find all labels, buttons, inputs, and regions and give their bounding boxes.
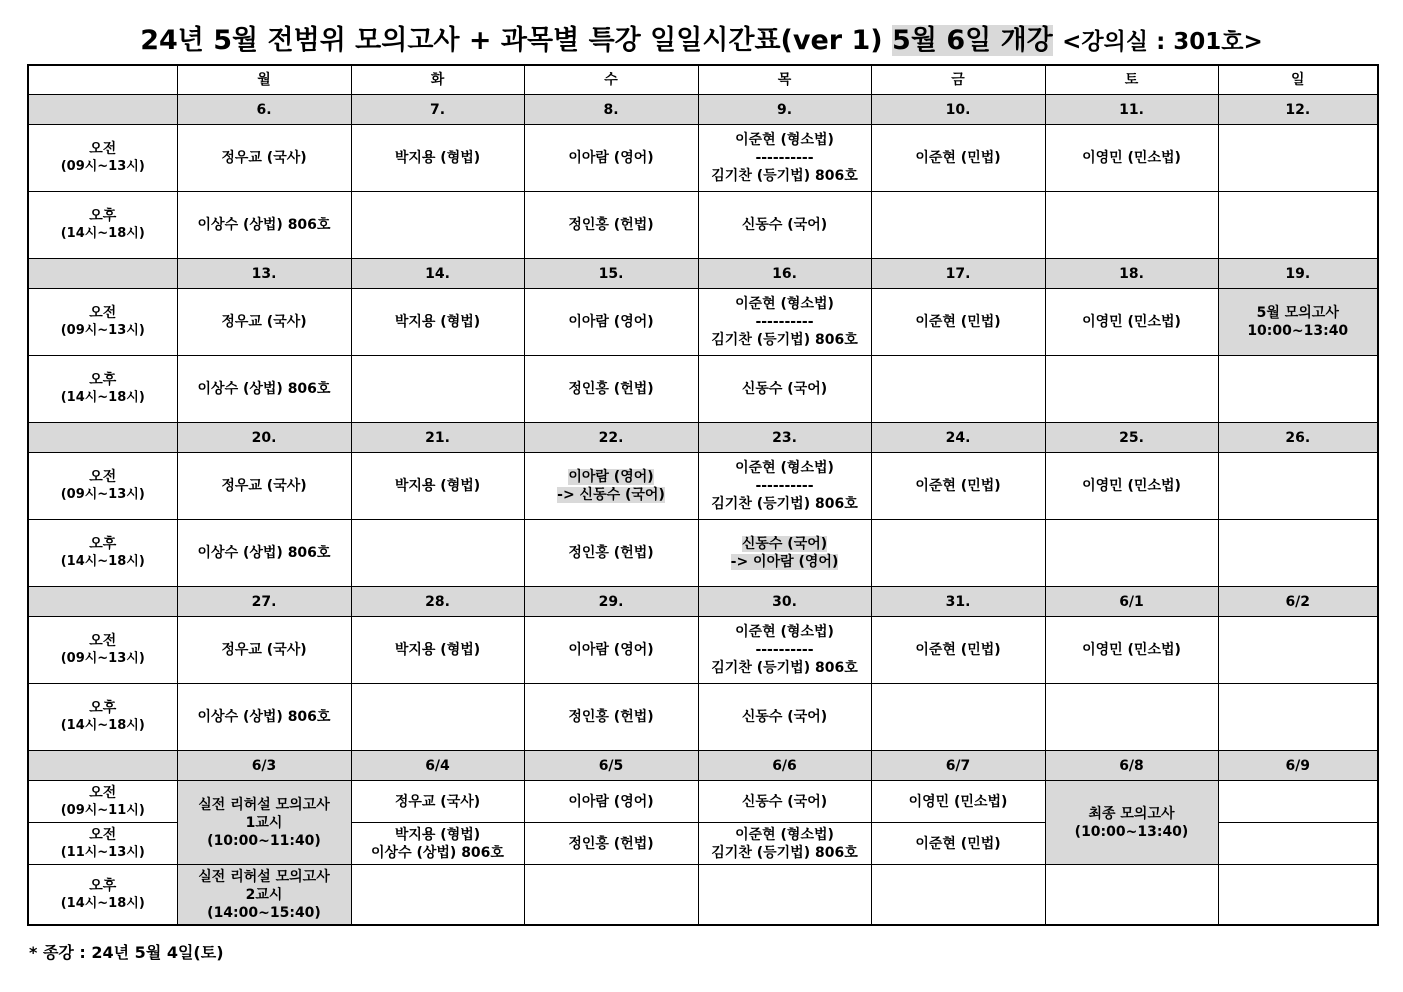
date-row bbox=[28, 423, 1378, 453]
cell-line: 김기찬 (등기법) 806호 bbox=[711, 660, 858, 676]
day-header: 일 bbox=[1218, 65, 1378, 95]
slot-label-name: 오전 bbox=[89, 305, 117, 321]
slot-label-time: (14시~18시) bbox=[60, 554, 145, 569]
cell-line: 이준현 (형소법) bbox=[735, 132, 834, 148]
pm-row bbox=[28, 192, 1378, 259]
class-cell: 이상수 (상법) 806호 bbox=[177, 356, 351, 423]
cell-line: 최종 모의고사 bbox=[1088, 805, 1175, 822]
cell-line: 신동수 (국어) bbox=[741, 536, 828, 552]
cell-line: ---------- bbox=[755, 150, 814, 166]
am-row bbox=[28, 289, 1378, 356]
cell-line: -> 신동수 (국어) bbox=[557, 487, 665, 503]
class-cell bbox=[1045, 356, 1218, 423]
day-header-row bbox=[28, 65, 1378, 95]
cell-line: 이준현 (형소법) bbox=[735, 296, 834, 312]
date-row-label bbox=[28, 259, 177, 289]
cell-line: 1교시 bbox=[245, 814, 283, 831]
class-cell bbox=[871, 192, 1045, 259]
class-cell bbox=[1218, 617, 1378, 684]
date-cell: 29. bbox=[524, 587, 698, 617]
date-cell: 6/1 bbox=[1045, 587, 1218, 617]
class-cell: 이영민 (민소법) bbox=[1045, 289, 1218, 356]
cell-line: ---------- bbox=[755, 314, 814, 330]
class-cell bbox=[351, 865, 524, 926]
date-cell: 22. bbox=[524, 423, 698, 453]
slot-label-name: 오후 bbox=[89, 372, 117, 388]
class-cell bbox=[351, 192, 524, 259]
date-cell: 7. bbox=[351, 95, 524, 125]
slot-label-name: 오전 bbox=[89, 784, 117, 801]
cell-line: 김기찬 (등기법) 806호 bbox=[711, 496, 858, 512]
date-cell: 24. bbox=[871, 423, 1045, 453]
footnote: * 종강 : 24년 5월 4일(토) bbox=[29, 943, 224, 962]
slot-label-time: (09시~13시) bbox=[60, 323, 145, 338]
class-cell bbox=[698, 865, 871, 926]
slot-label-name: 오전 bbox=[89, 633, 117, 649]
date-cell: 8. bbox=[524, 95, 698, 125]
slot-label-time: (14시~18시) bbox=[60, 226, 145, 241]
page-title bbox=[0, 18, 1403, 57]
date-cell: 13. bbox=[177, 259, 351, 289]
slot-label bbox=[28, 125, 177, 192]
class-cell bbox=[1218, 520, 1378, 587]
class-cell bbox=[351, 823, 524, 865]
date-cell: 6/6 bbox=[698, 751, 871, 781]
cell-line: 실전 리허설 모의고사 bbox=[198, 868, 330, 885]
class-cell bbox=[1045, 520, 1218, 587]
title-main: 24년 5월 전범위 모의고사 + 과목별 특강 일일시간표(ver 1) bbox=[140, 25, 883, 56]
day-header: 수 bbox=[524, 65, 698, 95]
slot-label-time: (14시~18시) bbox=[60, 895, 145, 911]
class-cell: 이아람 (영어) bbox=[524, 289, 698, 356]
cell-line: ---------- bbox=[755, 642, 814, 658]
slot-label-time: (09시~13시) bbox=[60, 159, 145, 174]
date-row-label bbox=[28, 95, 177, 125]
class-cell: 이준현 (민법) bbox=[871, 453, 1045, 520]
class-cell bbox=[1045, 865, 1218, 926]
slot-label bbox=[28, 356, 177, 423]
slot-label-name: 오전 bbox=[89, 469, 117, 485]
date-cell: 6/4 bbox=[351, 751, 524, 781]
date-cell: 28. bbox=[351, 587, 524, 617]
cell-line: 이준현 (형소법) bbox=[735, 460, 834, 476]
am-row bbox=[28, 125, 1378, 192]
mock-exam-cell bbox=[177, 865, 351, 926]
class-cell: 이영민 (민소법) bbox=[1045, 617, 1218, 684]
class-cell bbox=[871, 520, 1045, 587]
cell-line: (10:00~11:40) bbox=[207, 832, 321, 849]
cell-line: 실전 리허설 모의고사 bbox=[198, 796, 330, 813]
class-cell bbox=[351, 520, 524, 587]
cell-line: 김기찬 (등기법) 806호 bbox=[711, 844, 858, 861]
pm-row bbox=[28, 684, 1378, 751]
final-exam-cell bbox=[1045, 781, 1218, 865]
class-cell: 정우교 (국사) bbox=[177, 289, 351, 356]
day-header: 목 bbox=[698, 65, 871, 95]
class-cell bbox=[698, 125, 871, 192]
title-highlight: 5월 6일 개강 bbox=[892, 25, 1053, 56]
slot-label bbox=[28, 865, 177, 926]
am-row bbox=[28, 453, 1378, 520]
class-cell bbox=[1218, 289, 1378, 356]
class-cell: 이아람 (영어) bbox=[524, 617, 698, 684]
mock-exam-cell bbox=[177, 781, 351, 865]
date-cell: 6/5 bbox=[524, 751, 698, 781]
date-cell: 11. bbox=[1045, 95, 1218, 125]
slot-label-time: (09시~11시) bbox=[60, 802, 145, 818]
slot-label-name: 오후 bbox=[89, 877, 117, 894]
slot-label-time: (09시~13시) bbox=[60, 487, 145, 502]
date-cell: 12. bbox=[1218, 95, 1378, 125]
class-cell: 이영민 (민소법) bbox=[871, 781, 1045, 823]
cell-line: 박지용 (형법) bbox=[394, 826, 481, 843]
date-cell: 21. bbox=[351, 423, 524, 453]
slot-label bbox=[28, 520, 177, 587]
date-cell: 16. bbox=[698, 259, 871, 289]
cell-line: (10:00~13:40) bbox=[1074, 823, 1189, 840]
date-cell: 10. bbox=[871, 95, 1045, 125]
date-cell: 15. bbox=[524, 259, 698, 289]
date-cell: 9. bbox=[698, 95, 871, 125]
class-cell: 정우교 (국사) bbox=[177, 453, 351, 520]
cell-line: 2교시 bbox=[245, 886, 283, 903]
cell-line: (14:00~15:40) bbox=[207, 904, 321, 921]
cell-line: 이상수 (상법) 806호 bbox=[371, 844, 504, 861]
class-cell: 이상수 (상법) 806호 bbox=[177, 684, 351, 751]
slot-label bbox=[28, 453, 177, 520]
class-cell bbox=[1218, 823, 1378, 865]
date-cell: 31. bbox=[871, 587, 1045, 617]
class-cell bbox=[1218, 192, 1378, 259]
slot-label-time: (11시~13시) bbox=[60, 844, 145, 860]
class-cell: 박지용 (형법) bbox=[351, 125, 524, 192]
slot-label bbox=[28, 781, 177, 823]
corner-cell bbox=[28, 65, 177, 95]
class-cell: 정우교 (국사) bbox=[177, 125, 351, 192]
class-cell: 이상수 (상법) 806호 bbox=[177, 520, 351, 587]
class-cell bbox=[1218, 684, 1378, 751]
slot-label bbox=[28, 617, 177, 684]
date-row bbox=[28, 587, 1378, 617]
slot-label bbox=[28, 684, 177, 751]
date-row bbox=[28, 751, 1378, 781]
class-cell bbox=[698, 520, 871, 587]
class-cell: 박지용 (형법) bbox=[351, 617, 524, 684]
date-cell: 30. bbox=[698, 587, 871, 617]
date-cell: 27. bbox=[177, 587, 351, 617]
class-cell bbox=[1218, 453, 1378, 520]
am-row bbox=[28, 617, 1378, 684]
slot-label-time: (14시~18시) bbox=[60, 390, 145, 405]
class-cell: 박지용 (형법) bbox=[351, 453, 524, 520]
date-cell: 19. bbox=[1218, 259, 1378, 289]
date-cell: 6/2 bbox=[1218, 587, 1378, 617]
date-cell: 6/3 bbox=[177, 751, 351, 781]
slot-label bbox=[28, 192, 177, 259]
class-cell: 정인홍 (헌법) bbox=[524, 356, 698, 423]
class-cell: 이준현 (민법) bbox=[871, 617, 1045, 684]
class-cell: 신동수 (국어) bbox=[698, 192, 871, 259]
schedule-table bbox=[27, 64, 1379, 926]
class-cell: 정인홍 (헌법) bbox=[524, 192, 698, 259]
class-cell bbox=[1218, 356, 1378, 423]
class-cell: 정우교 (국사) bbox=[351, 781, 524, 823]
class-cell: 이준현 (민법) bbox=[871, 823, 1045, 865]
class-cell: 정우교 (국사) bbox=[177, 617, 351, 684]
class-cell bbox=[1218, 125, 1378, 192]
class-cell bbox=[698, 453, 871, 520]
cell-line: 김기찬 (등기법) 806호 bbox=[711, 332, 858, 348]
class-cell: 박지용 (형법) bbox=[351, 289, 524, 356]
class-cell: 이준현 (민법) bbox=[871, 125, 1045, 192]
class-cell bbox=[698, 617, 871, 684]
date-cell: 20. bbox=[177, 423, 351, 453]
cell-line: 5월 모의고사 bbox=[1256, 305, 1339, 321]
cell-line: 이준현 (형소법) bbox=[735, 624, 834, 640]
class-cell bbox=[1045, 684, 1218, 751]
slot-label-time: (09시~13시) bbox=[60, 651, 145, 666]
cell-line: -> 이아람 (영어) bbox=[730, 554, 839, 570]
day-header: 화 bbox=[351, 65, 524, 95]
class-cell bbox=[1218, 781, 1378, 823]
slot-label-name: 오전 bbox=[89, 141, 117, 157]
date-cell: 25. bbox=[1045, 423, 1218, 453]
date-cell: 17. bbox=[871, 259, 1045, 289]
date-row-label bbox=[28, 423, 177, 453]
class-cell: 이영민 (민소법) bbox=[1045, 453, 1218, 520]
class-cell: 이아람 (영어) bbox=[524, 125, 698, 192]
cell-line: 김기찬 (등기법) 806호 bbox=[711, 168, 858, 184]
class-cell bbox=[351, 356, 524, 423]
class-cell bbox=[871, 356, 1045, 423]
pm-row bbox=[28, 520, 1378, 587]
date-cell: 18. bbox=[1045, 259, 1218, 289]
class-cell: 정인홍 (헌법) bbox=[524, 823, 698, 865]
day-header: 토 bbox=[1045, 65, 1218, 95]
date-cell: 6/8 bbox=[1045, 751, 1218, 781]
date-row-label bbox=[28, 587, 177, 617]
date-cell: 23. bbox=[698, 423, 871, 453]
class-cell: 신동수 (국어) bbox=[698, 356, 871, 423]
class-cell bbox=[524, 865, 698, 926]
slot-label-name: 오후 bbox=[89, 700, 117, 716]
date-cell: 14. bbox=[351, 259, 524, 289]
cell-line: ---------- bbox=[755, 478, 814, 494]
day-header: 월 bbox=[177, 65, 351, 95]
class-cell bbox=[871, 865, 1045, 926]
date-cell: 6. bbox=[177, 95, 351, 125]
class-cell bbox=[698, 289, 871, 356]
slot-label-time: (14시~18시) bbox=[60, 718, 145, 733]
slot-label bbox=[28, 289, 177, 356]
cell-line: 이아람 (영어) bbox=[568, 469, 654, 485]
pm-row bbox=[28, 356, 1378, 423]
date-row bbox=[28, 259, 1378, 289]
class-cell: 신동수 (국어) bbox=[698, 684, 871, 751]
class-cell bbox=[1218, 865, 1378, 926]
pm-row bbox=[28, 865, 1378, 926]
class-cell bbox=[1045, 192, 1218, 259]
slot-label-name: 오후 bbox=[89, 208, 117, 224]
class-cell: 이영민 (민소법) bbox=[1045, 125, 1218, 192]
date-cell: 26. bbox=[1218, 423, 1378, 453]
class-cell: 이상수 (상법) 806호 bbox=[177, 192, 351, 259]
date-cell: 6/7 bbox=[871, 751, 1045, 781]
class-cell: 정인홍 (헌법) bbox=[524, 684, 698, 751]
cell-line: 10:00~13:40 bbox=[1247, 323, 1349, 339]
date-row-label bbox=[28, 751, 177, 781]
slot-label-name: 오전 bbox=[89, 826, 117, 843]
date-row bbox=[28, 95, 1378, 125]
slot-label bbox=[28, 823, 177, 865]
class-cell: 신동수 (국어) bbox=[698, 781, 871, 823]
day-header: 금 bbox=[871, 65, 1045, 95]
class-cell bbox=[698, 823, 871, 865]
slot-label-name: 오후 bbox=[89, 536, 117, 552]
class-cell: 정인홍 (헌법) bbox=[524, 520, 698, 587]
date-cell: 6/9 bbox=[1218, 751, 1378, 781]
am1-row bbox=[28, 781, 1378, 823]
class-cell bbox=[871, 684, 1045, 751]
class-cell: 이아람 (영어) bbox=[524, 781, 698, 823]
title-room: <강의실 : 301호> bbox=[1062, 29, 1263, 55]
class-cell bbox=[524, 453, 698, 520]
cell-line: 이준현 (형소법) bbox=[735, 826, 834, 843]
class-cell: 이준현 (민법) bbox=[871, 289, 1045, 356]
class-cell bbox=[351, 684, 524, 751]
